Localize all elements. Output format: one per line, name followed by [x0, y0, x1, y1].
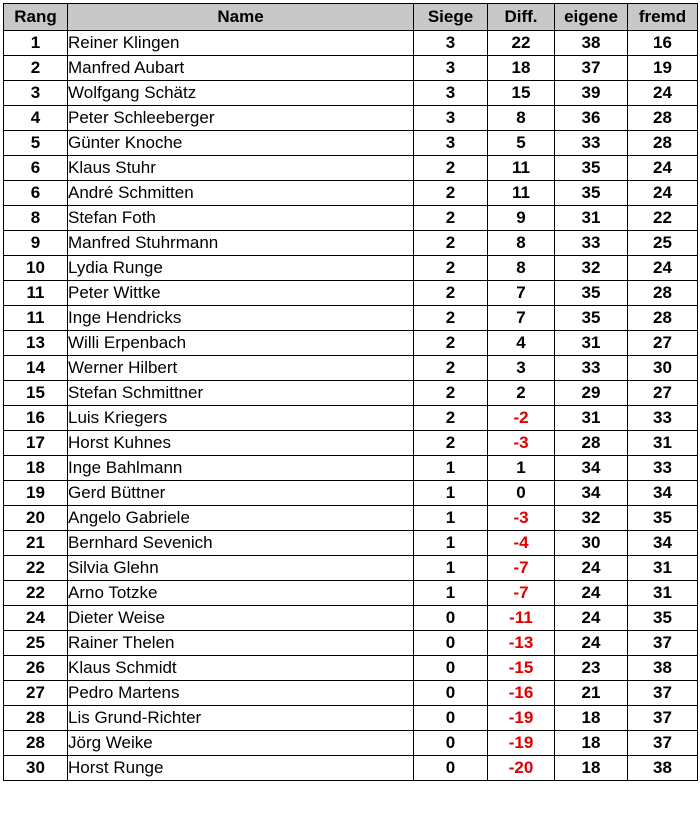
diff-cell: -7: [488, 556, 555, 581]
table-row: [4, 731, 698, 756]
fremd-cell: 34: [628, 481, 698, 506]
diff-cell: 11: [488, 181, 555, 206]
eigene-cell: 24: [555, 606, 628, 631]
name-cell: Silvia Glehn: [68, 556, 414, 581]
diff-cell: 0: [488, 481, 555, 506]
siege-cell: 2: [414, 256, 488, 281]
eigene-cell: 37: [555, 56, 628, 81]
name-cell: Peter Wittke: [68, 281, 414, 306]
rang-cell: 8: [4, 206, 68, 231]
table-row: [4, 456, 698, 481]
column-header-eigene: eigene: [555, 4, 628, 31]
fremd-cell: 33: [628, 456, 698, 481]
siege-cell: 3: [414, 106, 488, 131]
eigene-cell: 34: [555, 481, 628, 506]
siege-cell: 1: [414, 506, 488, 531]
eigene-cell: 35: [555, 181, 628, 206]
eigene-cell: 33: [555, 131, 628, 156]
table-body: [4, 31, 698, 781]
name-cell: Peter Schleeberger: [68, 106, 414, 131]
eigene-cell: 18: [555, 731, 628, 756]
siege-cell: 1: [414, 531, 488, 556]
siege-cell: 2: [414, 331, 488, 356]
name-cell: Lydia Runge: [68, 256, 414, 281]
table-row: [4, 331, 698, 356]
rang-cell: 2: [4, 56, 68, 81]
name-cell: Jörg Weike: [68, 731, 414, 756]
name-cell: Stefan Schmittner: [68, 381, 414, 406]
eigene-cell: 28: [555, 431, 628, 456]
rang-cell: 17: [4, 431, 68, 456]
rang-cell: 5: [4, 131, 68, 156]
name-cell: Horst Kuhnes: [68, 431, 414, 456]
rang-cell: 30: [4, 756, 68, 781]
siege-cell: 1: [414, 456, 488, 481]
eigene-cell: 30: [555, 531, 628, 556]
name-cell: Reiner Klingen: [68, 31, 414, 56]
fremd-cell: 35: [628, 606, 698, 631]
siege-cell: 2: [414, 156, 488, 181]
column-header-diff: Diff.: [488, 4, 555, 31]
name-cell: Dieter Weise: [68, 606, 414, 631]
table-row: [4, 531, 698, 556]
diff-cell: 8: [488, 256, 555, 281]
eigene-cell: 35: [555, 156, 628, 181]
diff-cell: -19: [488, 731, 555, 756]
eigene-cell: 24: [555, 631, 628, 656]
eigene-cell: 31: [555, 331, 628, 356]
rang-cell: 24: [4, 606, 68, 631]
rang-cell: 26: [4, 656, 68, 681]
table-row: [4, 656, 698, 681]
table-row: [4, 281, 698, 306]
diff-cell: -16: [488, 681, 555, 706]
siege-cell: 0: [414, 656, 488, 681]
table-row: [4, 81, 698, 106]
table-row: [4, 631, 698, 656]
siege-cell: 0: [414, 606, 488, 631]
fremd-cell: 28: [628, 281, 698, 306]
table-row: [4, 381, 698, 406]
table-row: [4, 406, 698, 431]
name-cell: Inge Hendricks: [68, 306, 414, 331]
fremd-cell: 24: [628, 156, 698, 181]
rang-cell: 28: [4, 731, 68, 756]
siege-cell: 2: [414, 181, 488, 206]
table-row: [4, 156, 698, 181]
diff-cell: 22: [488, 31, 555, 56]
rang-cell: 14: [4, 356, 68, 381]
eigene-cell: 23: [555, 656, 628, 681]
diff-cell: -3: [488, 506, 555, 531]
fremd-cell: 22: [628, 206, 698, 231]
rang-cell: 28: [4, 706, 68, 731]
rang-cell: 10: [4, 256, 68, 281]
siege-cell: 2: [414, 381, 488, 406]
eigene-cell: 24: [555, 556, 628, 581]
fremd-cell: 28: [628, 306, 698, 331]
siege-cell: 2: [414, 206, 488, 231]
name-cell: Inge Bahlmann: [68, 456, 414, 481]
name-cell: Werner Hilbert: [68, 356, 414, 381]
rang-cell: 22: [4, 581, 68, 606]
fremd-cell: 27: [628, 331, 698, 356]
rang-cell: 11: [4, 306, 68, 331]
table-row: [4, 31, 698, 56]
eigene-cell: 34: [555, 456, 628, 481]
eigene-cell: 33: [555, 356, 628, 381]
rang-cell: 18: [4, 456, 68, 481]
table-row: [4, 706, 698, 731]
eigene-cell: 32: [555, 256, 628, 281]
name-cell: Klaus Stuhr: [68, 156, 414, 181]
diff-cell: 1: [488, 456, 555, 481]
siege-cell: 3: [414, 31, 488, 56]
siege-cell: 1: [414, 481, 488, 506]
eigene-cell: 36: [555, 106, 628, 131]
diff-cell: 2: [488, 381, 555, 406]
table-row: [4, 506, 698, 531]
rang-cell: 9: [4, 231, 68, 256]
diff-cell: 9: [488, 206, 555, 231]
diff-cell: 7: [488, 281, 555, 306]
column-header-siege: Siege: [414, 4, 488, 31]
fremd-cell: 38: [628, 656, 698, 681]
fremd-cell: 27: [628, 381, 698, 406]
diff-cell: -4: [488, 531, 555, 556]
rang-cell: 25: [4, 631, 68, 656]
siege-cell: 0: [414, 756, 488, 781]
name-cell: Rainer Thelen: [68, 631, 414, 656]
diff-cell: -20: [488, 756, 555, 781]
name-cell: Luis Kriegers: [68, 406, 414, 431]
diff-cell: -19: [488, 706, 555, 731]
name-cell: Klaus Schmidt: [68, 656, 414, 681]
diff-cell: -2: [488, 406, 555, 431]
table-row: [4, 481, 698, 506]
siege-cell: 0: [414, 731, 488, 756]
eigene-cell: 33: [555, 231, 628, 256]
table-row: [4, 306, 698, 331]
fremd-cell: 37: [628, 631, 698, 656]
name-cell: Pedro Martens: [68, 681, 414, 706]
eigene-cell: 21: [555, 681, 628, 706]
siege-cell: 0: [414, 706, 488, 731]
siege-cell: 3: [414, 56, 488, 81]
fremd-cell: 24: [628, 256, 698, 281]
fremd-cell: 16: [628, 31, 698, 56]
diff-cell: 18: [488, 56, 555, 81]
diff-cell: 4: [488, 331, 555, 356]
fremd-cell: 37: [628, 681, 698, 706]
name-cell: Bernhard Sevenich: [68, 531, 414, 556]
header-row: [4, 4, 698, 31]
eigene-cell: 18: [555, 706, 628, 731]
table-header: [4, 4, 698, 31]
fremd-cell: 28: [628, 106, 698, 131]
eigene-cell: 29: [555, 381, 628, 406]
diff-cell: 5: [488, 131, 555, 156]
fremd-cell: 28: [628, 131, 698, 156]
eigene-cell: 31: [555, 206, 628, 231]
eigene-cell: 38: [555, 31, 628, 56]
diff-cell: -7: [488, 581, 555, 606]
fremd-cell: 24: [628, 181, 698, 206]
siege-cell: 2: [414, 406, 488, 431]
siege-cell: 0: [414, 631, 488, 656]
diff-cell: -11: [488, 606, 555, 631]
name-cell: Gerd Büttner: [68, 481, 414, 506]
diff-cell: 8: [488, 231, 555, 256]
rang-cell: 21: [4, 531, 68, 556]
table-row: [4, 206, 698, 231]
name-cell: Günter Knoche: [68, 131, 414, 156]
name-cell: Lis Grund-Richter: [68, 706, 414, 731]
fremd-cell: 33: [628, 406, 698, 431]
fremd-cell: 31: [628, 581, 698, 606]
name-cell: Arno Totzke: [68, 581, 414, 606]
rang-cell: 27: [4, 681, 68, 706]
name-cell: Manfred Aubart: [68, 56, 414, 81]
rang-cell: 19: [4, 481, 68, 506]
diff-cell: -15: [488, 656, 555, 681]
column-header-fremd: fremd: [628, 4, 698, 31]
fremd-cell: 19: [628, 56, 698, 81]
siege-cell: 2: [414, 306, 488, 331]
siege-cell: 3: [414, 81, 488, 106]
table-row: [4, 606, 698, 631]
fremd-cell: 37: [628, 706, 698, 731]
rang-cell: 16: [4, 406, 68, 431]
table-row: [4, 556, 698, 581]
fremd-cell: 31: [628, 431, 698, 456]
table-row: [4, 231, 698, 256]
rang-cell: 4: [4, 106, 68, 131]
ranking-table: [3, 3, 698, 781]
rang-cell: 1: [4, 31, 68, 56]
siege-cell: 1: [414, 556, 488, 581]
name-cell: Stefan Foth: [68, 206, 414, 231]
rang-cell: 11: [4, 281, 68, 306]
fremd-cell: 35: [628, 506, 698, 531]
fremd-cell: 37: [628, 731, 698, 756]
fremd-cell: 24: [628, 81, 698, 106]
name-cell: Wolfgang Schätz: [68, 81, 414, 106]
diff-cell: 11: [488, 156, 555, 181]
eigene-cell: 18: [555, 756, 628, 781]
siege-cell: 2: [414, 356, 488, 381]
eigene-cell: 31: [555, 406, 628, 431]
eigene-cell: 24: [555, 581, 628, 606]
column-header-name: Name: [68, 4, 414, 31]
name-cell: Angelo Gabriele: [68, 506, 414, 531]
table-row: [4, 181, 698, 206]
siege-cell: 2: [414, 281, 488, 306]
fremd-cell: 25: [628, 231, 698, 256]
fremd-cell: 30: [628, 356, 698, 381]
diff-cell: -13: [488, 631, 555, 656]
name-cell: Manfred Stuhrmann: [68, 231, 414, 256]
diff-cell: 3: [488, 356, 555, 381]
fremd-cell: 31: [628, 556, 698, 581]
table-row: [4, 431, 698, 456]
eigene-cell: 32: [555, 506, 628, 531]
fremd-cell: 34: [628, 531, 698, 556]
table-row: [4, 756, 698, 781]
diff-cell: -3: [488, 431, 555, 456]
fremd-cell: 38: [628, 756, 698, 781]
siege-cell: 1: [414, 581, 488, 606]
rang-cell: 15: [4, 381, 68, 406]
table-row: [4, 581, 698, 606]
table-row: [4, 56, 698, 81]
rang-cell: 6: [4, 156, 68, 181]
rang-cell: 3: [4, 81, 68, 106]
diff-cell: 8: [488, 106, 555, 131]
siege-cell: 3: [414, 131, 488, 156]
eigene-cell: 39: [555, 81, 628, 106]
diff-cell: 7: [488, 306, 555, 331]
name-cell: Willi Erpenbach: [68, 331, 414, 356]
siege-cell: 2: [414, 431, 488, 456]
name-cell: André Schmitten: [68, 181, 414, 206]
rang-cell: 20: [4, 506, 68, 531]
eigene-cell: 35: [555, 281, 628, 306]
table-row: [4, 256, 698, 281]
eigene-cell: 35: [555, 306, 628, 331]
siege-cell: 2: [414, 231, 488, 256]
name-cell: Horst Runge: [68, 756, 414, 781]
table-row: [4, 131, 698, 156]
table-row: [4, 681, 698, 706]
table-row: [4, 356, 698, 381]
column-header-rang: Rang: [4, 4, 68, 31]
diff-cell: 15: [488, 81, 555, 106]
rang-cell: 13: [4, 331, 68, 356]
rang-cell: 6: [4, 181, 68, 206]
table-row: [4, 106, 698, 131]
siege-cell: 0: [414, 681, 488, 706]
rang-cell: 22: [4, 556, 68, 581]
